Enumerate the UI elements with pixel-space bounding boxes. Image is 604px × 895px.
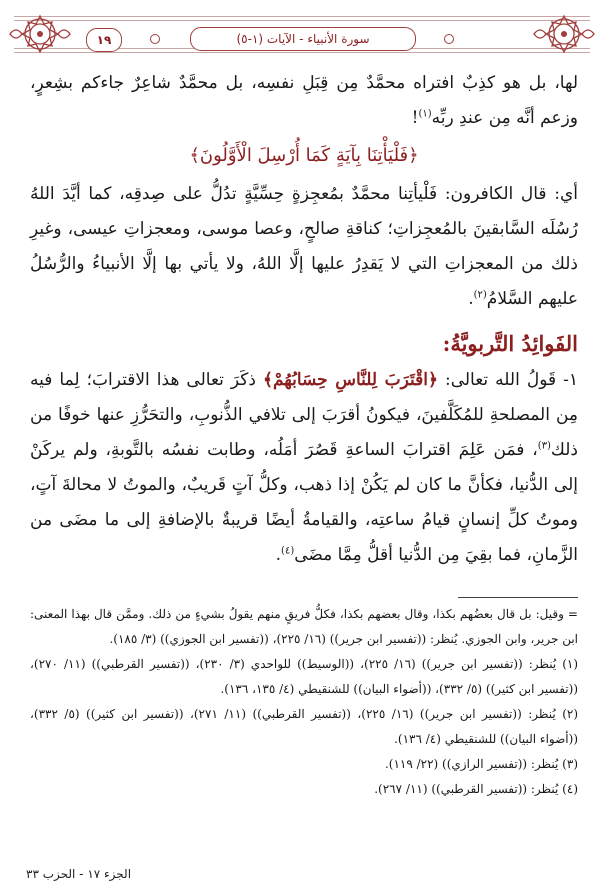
footnote-1: (١) يُنظر: ((تفسير ابن جرير)) (١٦/ ٢٢٥)، ((الوسيط)) للواحدي (٣/ ٢٣٠)، ((تفسير القرطبي)) (١١/ ٢٧٠)، ((تفسير ابن كثير)) (٥/ ٣٣٢)، ((أضواء البيان)) للشنقيطي (٤/ ١٣٥، ١٣٦). [30, 657, 579, 696]
header-rule [14, 20, 590, 21]
section-heading: الفَوائِدُ التَّربويَّةُ: [442, 331, 578, 356]
paragraph: ١- قَولُ الله تعالى: ﴿اقْتَرَبَ لِلنَّاسِ حِسَابُهُمْ﴾ ذكَرَ تعالى هذا الاقترابَ؛ لِما فيه مِن المصلحةِ للمُكَلَّفينَ، فيكونُ أقرَبَ إلى تلافي الذُّنوبِ، والتحَرُّزِ عنها خوفًا من ذلك$^{(٣)}$، فمَن عَلِمَ اقترابَ الساعةِ قَصُرَ أمَلُه، وطابت نفسُه بالتَّوبةِ، ولم يركَنْ إلى الدُّنيا، فكأنَّ ما كان لم يَكُنْ إذا ذهب، وكلُّ آتٍ قَريبٌ، والموتُ لا محالةَ آتٍ، وموتُ كلِّ إنسانٍ قيامُ ساعتِه، والقيامةُ أيضًا قريبةٌ بالإضافةِ إلى ما مضَى من الزَّمانِ، فما بقِيَ مِن الدُّنيا أقلُّ مِمَّا مضَى$^{(٤)}$. [30, 370, 578, 565]
footnote-ref[interactable]: (٣) [537, 440, 551, 452]
footnote-2: (٢) يُنظر: ((تفسير ابن جرير)) (١٦/ ٢٢٥)، ((تفسير القرطبي)) (١١/ ٢٧١)، ((تفسير ابن كثير)) (٥/ ٣٣٢)، ((أضواء البيان)) للشنقيطي (٤/ ١٣٦). [30, 707, 579, 746]
header-rule [14, 52, 590, 53]
header-bead-icon [150, 34, 160, 44]
footnote-3: (٣) يُنظر: ((تفسير الرازي)) (٢٢/ ١١٩). [384, 757, 578, 771]
quran-verse-inline: ﴿اقْتَرَبَ لِلنَّاسِ حِسَابُهُمْ﴾ [262, 370, 438, 390]
footnote-separator [458, 597, 578, 598]
surah-title: سورة الأنبياء - الآيات (١-٥) [190, 27, 416, 51]
footnote-ref[interactable]: (١) [418, 108, 432, 120]
quran-verse: ﴿فَلْيَأْتِنَا بِآيَةٍ كَمَا أُرْسِلَ الْأَوَّلُونَ﴾ [189, 145, 419, 166]
ornament-left-icon [8, 10, 72, 58]
page-footer: الجزء ١٧ - الحزب ٣٣ [26, 867, 132, 881]
footnote-ref[interactable]: (٢) [473, 289, 487, 301]
footnotes [30, 602, 578, 802]
paragraph: لها، بل هو كذِبٌ افتراه محمَّدٌ مِن قِبَلِ نفسِه، بل محمَّدٌ شاعِرٌ جاءكم بشِعرٍ، وزعم أنَّه مِن عندِ ربِّه$^{(١)}$! [30, 73, 578, 128]
paragraph: أي: قال الكافرون: فَلْيأتِنا محمَّدٌ بمُعجِزةٍ حِسِّيَّةٍ تدُلُّ على صِدقِه، كما أيَّدَ اللهُ رُسُلَه السَّابقينَ بالمُعجِزاتِ؛ كناقةِ صالحٍ، وعصا موسى، ومعجزاتِ عيسى، وغيرِ ذلك من المعجزاتِ التي لا يَقدِرُ عليها إلَّا اللهُ، ولا يأتي بها إلَّا الأنبياءُ والرُّسُلُ عليهم السَّلامُ$^{(٢)}$. [30, 184, 578, 309]
header-bead-icon [444, 34, 454, 44]
header-rule [14, 16, 590, 17]
page-header [0, 8, 604, 60]
main-text [30, 66, 578, 573]
footnote-ref[interactable]: (٤) [281, 545, 295, 557]
footnote-4: (٤) يُنظر: ((تفسير القرطبي)) (١١/ ٢٦٧). [374, 782, 578, 796]
page-number: ١٩ [86, 28, 122, 52]
footnote-continuation: = وقيل: بل قال بعضُهم بكذا، وقال بعضهم بكذا، فكلُّ فريقٍ منهم يقولُ بشيءٍ من ذلك. وممَّن قال بهذا المعنى: ابن جرير، وابن الجوزي. يُنظر: ((تفسير ابن جرير)) (١٦/ ٢٢٥)، ((تفسير ابن الجوزي)) (٣/ ١٨٥). [30, 607, 578, 646]
ornament-right-icon [532, 10, 596, 58]
